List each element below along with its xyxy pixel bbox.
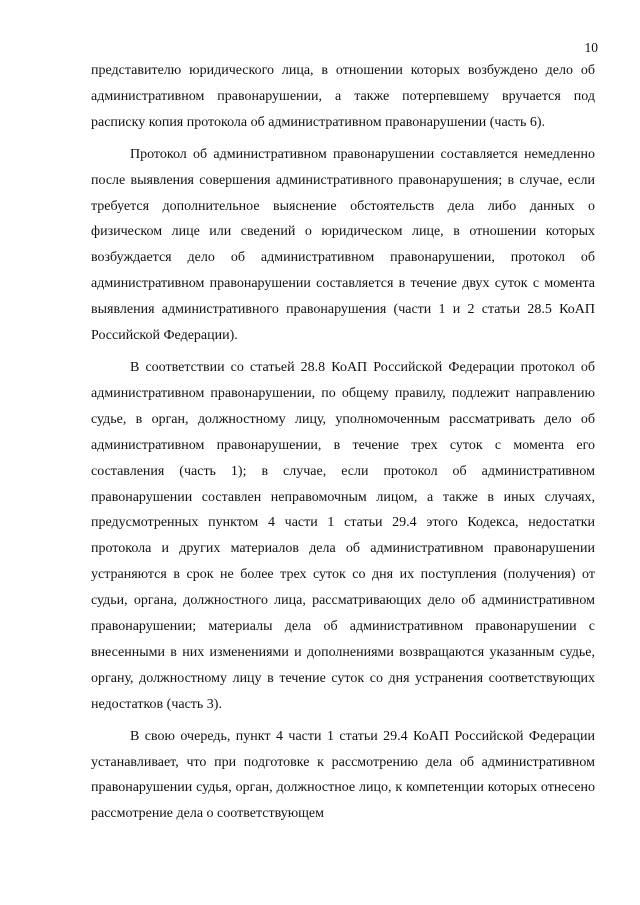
paragraph: В соответствии со статьей 28.8 КоАП Российской Федерации протокол об административном правонарушении, по общему правилу, подлежит направлению судье, в орган, должностному лицу, уполномоченным рассматривать дело об административном правонарушении, в течение трех суток с момента его составления (часть 1); в случае, если протокол об административном правонарушении составлен неправомочным лицом, а также в иных случаях, предусмотренных пунктом 4 части 1 статьи 29.4 этого Кодекса, недостатки протокола и других материалов дела об административном правонарушении устраняются в срок не более трех суток со дня их поступления (получения) от судьи, органа, должностного лица, рассматривающих дело об административном правонарушении; материалы дела об административном правонарушении с внесенными в них изменениями и дополнениями возвращаются указанным судье, органу, должностному лицу в течение суток со дня устранения соответствующих недостатков (часть 3). (91, 359, 595, 712)
page-number: 10 (584, 40, 598, 55)
document-body (91, 58, 595, 833)
paragraph: В свою очередь, пункт 4 части 1 статьи 29.4 КоАП Российской Федерации устанавливает, что при подготовке к рассмотрению дела об административном правонарушении судья, орган, должностное лицо, к компетенции которых отнесено рассмотрение дела о соответствующем (91, 728, 595, 822)
paragraph-continuation: представителю юридического лица, в отношении которых возбуждено дело об административном правонарушении, а также потерпевшему вручается под расписку копия протокола об административном правонарушении (часть 6). (91, 63, 595, 130)
paragraph: Протокол об административном правонарушении составляется немедленно после выявления совершения административного правонарушения; в случае, если требуется дополнительное выяснение обстоятельств дела либо данных о физическом лице или сведений о юридическом лице, в отношении которых возбуждается дело об административном правонарушении, протокол об административном правонарушении составляется в течение двух суток с момента выявления административного правонарушения (части 1 и 2 статьи 28.5 КоАП Российской Федерации). (91, 146, 595, 344)
